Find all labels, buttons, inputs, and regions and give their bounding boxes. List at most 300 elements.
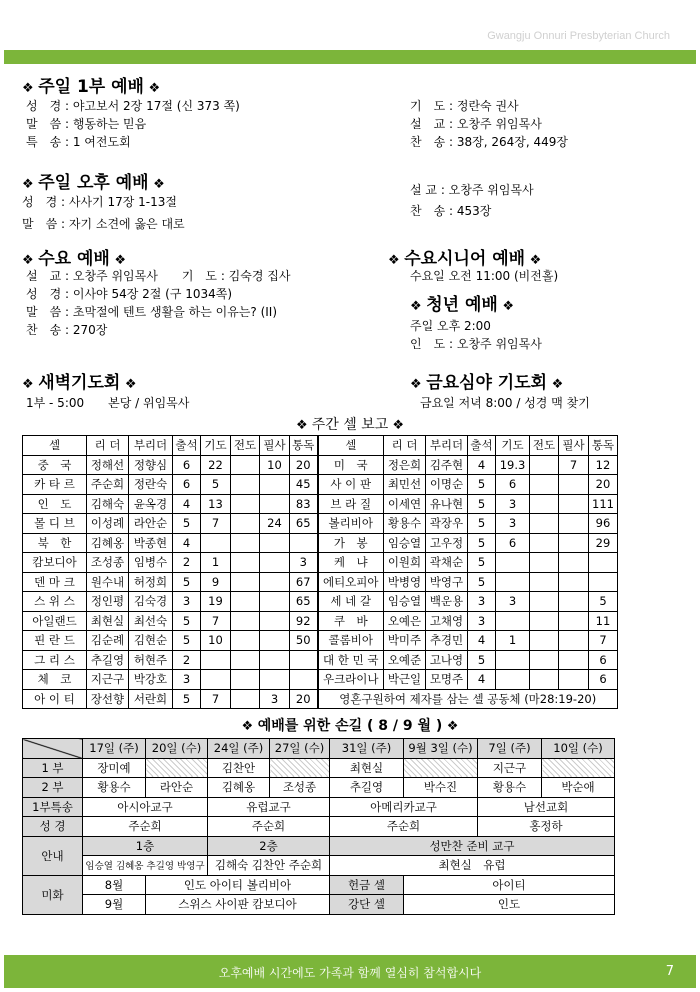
service-cell: 주순희 <box>330 817 478 837</box>
cell-report-cell <box>530 611 559 631</box>
cell-report-cell: 2 <box>173 553 201 573</box>
service-cell: 남선교회 <box>478 797 615 817</box>
section-sunday-afternoon-left: 성 경 : 사사기 17장 1-13절 말 씀 : 자기 소견에 옳은 대로 <box>22 195 185 231</box>
section-friday-body: 금요일 저녁 8:00 / 성경 맥 찾기 <box>420 396 590 410</box>
diamond-icon: ❖ <box>241 719 258 734</box>
cell-report-cell <box>496 650 530 670</box>
cell-report-cell <box>496 553 530 573</box>
cell-report-cell <box>559 494 589 514</box>
cell-report-cell <box>260 592 290 612</box>
cell-report-cell: 우크라이나 <box>318 670 384 690</box>
empty-cell <box>542 758 615 778</box>
cell-report-cell: 정은희 <box>384 455 426 475</box>
cell-report-cell <box>231 553 260 573</box>
service-cell: 조성종 <box>270 778 330 798</box>
cell-report-cell: 29 <box>589 533 618 553</box>
row-label: 성 경 <box>23 817 83 837</box>
diamond-icon: ❖ <box>388 418 405 433</box>
row-label: 미화 <box>23 875 83 914</box>
page-number: 7 <box>665 964 674 979</box>
cell-report-cell <box>496 670 530 690</box>
cell-report-cell: 이원희 <box>384 553 426 573</box>
service-cell: 인도 <box>404 895 615 915</box>
cell-report-cell <box>260 533 290 553</box>
cell-report-cell <box>559 514 589 534</box>
cell-report-cell: 4 <box>468 670 496 690</box>
cell-report-cell <box>231 475 260 495</box>
section-sunday-first-title: ❖ 주일 1부 예배 ❖ <box>22 77 161 97</box>
cell-report-cell: 67 <box>290 572 318 592</box>
cell-report-cell: 정란숙 <box>129 475 173 495</box>
cell-report-cell <box>530 650 559 670</box>
cell-report-cell: 7 <box>201 689 231 709</box>
cell-report-cell: 임승열 <box>384 592 426 612</box>
service-cell: 아시아교구 <box>83 797 208 817</box>
cell-report-cell: 기도 <box>496 436 530 456</box>
service-cell: 황용수 <box>478 778 542 798</box>
cell-report-cell: 최민선 <box>384 475 426 495</box>
cell-motto: 영혼구원하여 제자를 삼는 셀 공동체 (마28:19-20) <box>318 689 618 709</box>
cell-report-cell <box>559 670 589 690</box>
cell-report-cell: 5 <box>468 475 496 495</box>
cell-report-cell: 96 <box>589 514 618 534</box>
cell-report-cell: 111 <box>589 494 618 514</box>
service-cell: 주순희 <box>83 817 208 837</box>
cell-report-cell: 추길영 <box>87 650 129 670</box>
cell-report-cell: 체 코 <box>23 670 87 690</box>
cell-report-cell: 셀 <box>318 436 384 456</box>
cell-report-cell <box>260 494 290 514</box>
section-senior-title: ❖ 수요시니어 예배 ❖ <box>388 249 542 269</box>
cell-report-cell: 출석 <box>173 436 201 456</box>
diamond-icon: ❖ <box>22 377 39 392</box>
cell-report-cell: 3 <box>260 689 290 709</box>
cell-report-cell: 허정희 <box>129 572 173 592</box>
date-cell: 27일 (수) <box>270 739 330 759</box>
cell-report-cell: 백운용 <box>426 592 468 612</box>
cell-report-cell <box>559 475 589 495</box>
cell-report-cell <box>530 572 559 592</box>
row-label: 1 부 <box>23 758 83 778</box>
cell-report-cell: 김숙경 <box>129 592 173 612</box>
diamond-icon: ❖ <box>547 377 564 392</box>
diamond-icon: ❖ <box>410 299 427 314</box>
cell-report-cell: 5 <box>468 572 496 592</box>
cell-report-cell <box>530 475 559 495</box>
cell-report-cell: 세 네 갈 <box>318 592 384 612</box>
cell-report-cell: 박종현 <box>129 533 173 553</box>
cell-report-cell <box>530 455 559 475</box>
cell-report-cell: 9 <box>201 572 231 592</box>
section-dawn-title: ❖ 새벽기도회 ❖ <box>22 373 137 393</box>
cell-report-cell <box>231 572 260 592</box>
service-cell: 아이티 <box>404 875 615 895</box>
cell-report-cell: 3 <box>496 494 530 514</box>
cell-report-cell: 10 <box>201 631 231 651</box>
cell-report-cell: 정향심 <box>129 455 173 475</box>
cell-report-cell: 5 <box>468 650 496 670</box>
cell-report-cell: 65 <box>290 514 318 534</box>
section-youth-title: ❖ 청년 예배 ❖ <box>410 295 514 315</box>
cell-report-cell: 통독 <box>290 436 318 456</box>
cell-report-cell <box>559 631 589 651</box>
cell-report-row <box>23 670 618 690</box>
cell-report-cell: 20 <box>290 689 318 709</box>
cell-report-cell: 3 <box>468 611 496 631</box>
empty-cell <box>270 758 330 778</box>
date-cell: 31일 (주) <box>330 739 404 759</box>
cell-report-cell: 박영구 <box>426 572 468 592</box>
service-cell: 최현실 <box>330 758 404 778</box>
service-cell: 9월 <box>83 895 146 915</box>
cell-report-cell: 5 <box>173 572 201 592</box>
cell-report-cell <box>559 592 589 612</box>
cell-report-cell: 19.3 <box>496 455 530 475</box>
cell-report-row <box>23 494 618 514</box>
date-cell: 10일 (수) <box>542 739 615 759</box>
cell-report-cell: 모명주 <box>426 670 468 690</box>
cell-report-cell: 김혜옹 <box>87 533 129 553</box>
cell-report-cell: 중 국 <box>23 455 87 475</box>
cell-report-cell: 볼리비아 <box>318 514 384 534</box>
cell-report-cell: 4 <box>468 631 496 651</box>
cell-report-table <box>22 435 618 709</box>
cell-report-cell: 라안순 <box>129 514 173 534</box>
date-cell: 7일 (주) <box>478 739 542 759</box>
service-cell: 유럽교구 <box>208 797 330 817</box>
cell-report-cell: 1 <box>496 631 530 651</box>
section-wednesday-title: ❖ 수요 예배 ❖ <box>22 249 126 269</box>
cell-report-cell: 박근일 <box>384 670 426 690</box>
cell-report-cell: 몰 디 브 <box>23 514 87 534</box>
section-senior-body: 수요일 오전 11:00 (비전홀) <box>410 269 559 283</box>
cell-report-cell: 부리더 <box>129 436 173 456</box>
cell-report-cell <box>530 553 559 573</box>
cell-report-row <box>23 650 618 670</box>
diamond-icon: ❖ <box>525 253 542 268</box>
service-row-second <box>23 778 615 798</box>
service-cell: 박순애 <box>542 778 615 798</box>
cell-report-cell <box>589 553 618 573</box>
cell-report-cell: 북 한 <box>23 533 87 553</box>
cell-report-cell: 6 <box>589 650 618 670</box>
cell-report-cell: 김주현 <box>426 455 468 475</box>
service-cell: 황용수 <box>83 778 146 798</box>
cell-report-cell <box>530 592 559 612</box>
cell-report-cell <box>260 553 290 573</box>
cell-report-cell <box>530 494 559 514</box>
cell-report-cell <box>201 650 231 670</box>
cell-report-cell: 윤옥경 <box>129 494 173 514</box>
cell-report-cell: 임병수 <box>129 553 173 573</box>
cell-report-cell: 3 <box>290 553 318 573</box>
service-cell: 2층 <box>208 836 330 856</box>
cell-report-cell: 3 <box>173 592 201 612</box>
cell-report-cell: 2 <box>173 650 201 670</box>
cell-report-row <box>23 611 618 631</box>
diamond-icon: ❖ <box>22 253 39 268</box>
diamond-icon: ❖ <box>410 377 427 392</box>
cell-report-row <box>23 533 618 553</box>
service-cell: 헌금 셀 <box>330 875 404 895</box>
cell-report-cell: 통독 <box>589 436 618 456</box>
cell-report-cell <box>231 689 260 709</box>
cell-report-cell <box>231 514 260 534</box>
cell-report-cell: 92 <box>290 611 318 631</box>
service-cell: 김혜옹 <box>208 778 270 798</box>
diamond-icon: ❖ <box>148 177 165 192</box>
cell-report-row <box>23 572 618 592</box>
cell-report-cell: 5 <box>201 475 231 495</box>
cell-report-cell: 곽채순 <box>426 553 468 573</box>
cell-report-cell: 콜롬비아 <box>318 631 384 651</box>
cell-report-row <box>23 689 618 709</box>
service-cell: 스위스 사이판 캄보디아 <box>146 895 330 915</box>
cell-report-cell: 셀 <box>23 436 87 456</box>
cell-report-cell <box>559 533 589 553</box>
cell-report-cell <box>231 631 260 651</box>
cell-report-cell: 19 <box>201 592 231 612</box>
empty-cell <box>404 758 478 778</box>
cell-report-cell: 박병영 <box>384 572 426 592</box>
cell-report-cell: 대 한 민 국 <box>318 650 384 670</box>
cell-report-cell: 최현실 <box>87 611 129 631</box>
empty-cell <box>146 758 208 778</box>
cell-report-cell: 인 도 <box>23 494 87 514</box>
cell-report-row <box>23 475 618 495</box>
cell-report-cell: 오예은 <box>384 611 426 631</box>
cell-report-cell <box>260 631 290 651</box>
cell-report-cell <box>231 455 260 475</box>
date-cell: 9월 3일 (수) <box>404 739 478 759</box>
cell-report-cell: 지근구 <box>87 670 129 690</box>
service-cell: 강단 셀 <box>330 895 404 915</box>
cell-report-cell: 고채영 <box>426 611 468 631</box>
cell-report-cell: 조성종 <box>87 553 129 573</box>
section-friday-title: ❖ 금요심야 기도회 ❖ <box>410 373 564 393</box>
church-name: Gwangju Onnuri Presbyterian Church <box>487 30 670 42</box>
cell-report-cell: 브 라 질 <box>318 494 384 514</box>
cell-report-cell: 미 국 <box>318 455 384 475</box>
cell-report-cell: 4 <box>173 533 201 553</box>
cell-report-cell <box>231 494 260 514</box>
cell-report-cell: 주순희 <box>87 475 129 495</box>
cell-report-cell: 케 냐 <box>318 553 384 573</box>
cell-report-cell: 3 <box>496 514 530 534</box>
cell-report-cell: 이성례 <box>87 514 129 534</box>
cell-report-cell <box>530 514 559 534</box>
cell-report-cell: 정인평 <box>87 592 129 612</box>
cell-report-cell: 허현주 <box>129 650 173 670</box>
cell-report-cell: 곽장우 <box>426 514 468 534</box>
cell-report-cell <box>231 533 260 553</box>
service-row-clean-2 <box>23 895 615 915</box>
cell-report-cell: 캄보디아 <box>23 553 87 573</box>
cell-report-cell: 10 <box>260 455 290 475</box>
cell-report-cell: 스 위 스 <box>23 592 87 612</box>
service-cell: 최현실 유럽 <box>330 856 615 876</box>
cell-report-cell: 임승열 <box>384 533 426 553</box>
cell-report-cell: 고나영 <box>426 650 468 670</box>
cell-report-cell <box>231 670 260 690</box>
date-cell: 24일 (주) <box>208 739 270 759</box>
cell-report-cell <box>559 572 589 592</box>
cell-report-cell <box>231 592 260 612</box>
cell-report-cell: 박미주 <box>384 631 426 651</box>
cell-report-cell: 5 <box>468 553 496 573</box>
cell-report-cell <box>231 650 260 670</box>
service-cell: 인도 아이티 볼리비아 <box>146 875 330 895</box>
cell-report-cell <box>260 650 290 670</box>
cell-report-cell: 1 <box>201 553 231 573</box>
service-cell: 장미예 <box>83 758 146 778</box>
cell-report-cell: 전도 <box>231 436 260 456</box>
cell-report-cell: 리 더 <box>384 436 426 456</box>
cell-report-cell <box>559 553 589 573</box>
row-label: 2 부 <box>23 778 83 798</box>
cell-report-cell <box>201 533 231 553</box>
cell-report-row <box>23 592 618 612</box>
cell-report-cell: 장선향 <box>87 689 129 709</box>
cell-report-cell: 이세연 <box>384 494 426 514</box>
cell-report-cell: 그 리 스 <box>23 650 87 670</box>
cell-report-cell: 5 <box>468 533 496 553</box>
service-cell: 주순희 <box>208 817 330 837</box>
service-cell: 지근구 <box>478 758 542 778</box>
cell-report-cell: 부리더 <box>426 436 468 456</box>
header-corner <box>23 739 83 759</box>
cell-report-cell <box>530 533 559 553</box>
cell-report-cell: 13 <box>201 494 231 514</box>
section-sunday-first-right: 기 도 : 정란숙 권사 설 교 : 오창주 위임목사 찬 송 : 38장, 264장, 449장 <box>410 99 568 149</box>
cell-report-title: ❖ 주간 셀 보고 ❖ <box>295 417 405 433</box>
cell-report-cell: 이명순 <box>426 475 468 495</box>
service-row-usher-1 <box>23 836 615 856</box>
cell-report-cell: 덴 마 크 <box>23 572 87 592</box>
cell-report-cell: 6 <box>496 533 530 553</box>
cell-report-cell <box>290 650 318 670</box>
service-cell: 추길영 <box>330 778 404 798</box>
cell-report-cell: 출석 <box>468 436 496 456</box>
cell-report-cell <box>530 670 559 690</box>
service-cell: 1층 <box>83 836 208 856</box>
cell-report-cell <box>201 670 231 690</box>
date-cell: 20일 (수) <box>146 739 208 759</box>
cell-report-cell: 3 <box>468 592 496 612</box>
cell-report-cell <box>260 475 290 495</box>
cell-report-cell <box>530 631 559 651</box>
diamond-icon: ❖ <box>442 719 459 734</box>
service-cell: 성만찬 준비 교구 <box>330 836 615 856</box>
cell-report-cell: 황용수 <box>384 514 426 534</box>
footer-bar <box>4 955 696 988</box>
cell-report-cell: 최선숙 <box>129 611 173 631</box>
cell-report-cell: 83 <box>290 494 318 514</box>
top-accent-bar <box>4 50 696 64</box>
date-cell: 17일 (주) <box>83 739 146 759</box>
cell-report-cell: 3 <box>496 592 530 612</box>
cell-report-cell: 카 타 르 <box>23 475 87 495</box>
cell-report-row <box>23 553 618 573</box>
cell-report-cell <box>260 611 290 631</box>
cell-report-cell: 7 <box>201 611 231 631</box>
footer-text: 오후예배 시간에도 가족과 함께 열심히 참석합시다 <box>218 966 482 980</box>
cell-report-row <box>23 514 618 534</box>
service-row-clean-1 <box>23 875 615 895</box>
cell-report-cell: 5 <box>173 689 201 709</box>
service-cell: 8월 <box>83 875 146 895</box>
cell-report-cell: 리 더 <box>87 436 129 456</box>
service-row-usher-2 <box>23 856 615 876</box>
cell-report-cell: 7 <box>201 514 231 534</box>
cell-report-cell: 6 <box>173 455 201 475</box>
cell-report-cell: 기도 <box>201 436 231 456</box>
diamond-icon: ❖ <box>143 81 161 96</box>
cell-report-cell: 20 <box>589 475 618 495</box>
cell-report-cell <box>496 572 530 592</box>
cell-report-cell: 5 <box>589 592 618 612</box>
cell-report-cell <box>260 670 290 690</box>
cell-report-cell: 가 봉 <box>318 533 384 553</box>
service-cell: 김찬안 <box>208 758 270 778</box>
cell-report-cell <box>290 670 318 690</box>
cell-report-cell: 22 <box>201 455 231 475</box>
service-cell: 김해숙 김찬안 주순희 <box>208 856 330 876</box>
cell-report-cell <box>589 572 618 592</box>
service-cell: 라안순 <box>146 778 208 798</box>
diamond-icon: ❖ <box>497 299 514 314</box>
diamond-icon: ❖ <box>22 81 39 96</box>
cell-report-cell: 아일랜드 <box>23 611 87 631</box>
cell-report-row <box>23 631 618 651</box>
cell-report-cell: 필사 <box>260 436 290 456</box>
cell-report-cell: 12 <box>589 455 618 475</box>
cell-report-cell: 추경민 <box>426 631 468 651</box>
cell-report-cell: 5 <box>173 611 201 631</box>
cell-report-cell: 20 <box>290 455 318 475</box>
diamond-icon: ❖ <box>388 253 405 268</box>
cell-report-cell: 정해선 <box>87 455 129 475</box>
service-cell: 임승열 김혜옹 추길영 박영구 <box>83 856 208 876</box>
service-table <box>22 738 615 915</box>
diamond-icon: ❖ <box>120 377 137 392</box>
cell-report-cell: 유나현 <box>426 494 468 514</box>
cell-report-cell: 5 <box>173 631 201 651</box>
service-cell: 홍정하 <box>478 817 615 837</box>
cell-report-cell <box>290 533 318 553</box>
diamond-icon: ❖ <box>22 177 39 192</box>
cell-report-row <box>23 455 618 475</box>
service-cell: 아메리카교구 <box>330 797 478 817</box>
row-label: 1부특송 <box>23 797 83 817</box>
cell-report-cell: 박강호 <box>129 670 173 690</box>
cell-report-cell: 김현순 <box>129 631 173 651</box>
cell-report-cell <box>231 611 260 631</box>
diamond-icon: ❖ <box>109 253 126 268</box>
section-wednesday-body: 설 교 : 오창주 위임목사 기 도 : 김숙경 집사 성 경 : 이사야 54장 2절 (구 1034쪽) 말 씀 : 초막절에 텐트 생활을 하는 이유는? (II) 찬 송 : 270장 <box>26 269 291 337</box>
cell-report-cell: 핀 란 드 <box>23 631 87 651</box>
cell-report-cell <box>496 611 530 631</box>
cell-report-cell: 에티오피아 <box>318 572 384 592</box>
service-row-first <box>23 758 615 778</box>
cell-report-cell: 고우정 <box>426 533 468 553</box>
cell-report-cell <box>559 650 589 670</box>
cell-report-cell: 5 <box>468 514 496 534</box>
diamond-icon: ❖ <box>295 418 312 433</box>
cell-report-cell: 65 <box>290 592 318 612</box>
service-header-row <box>23 739 615 759</box>
service-title: ❖ 예배를 위한 손길 ( 8 / 9 월 ) ❖ <box>241 718 459 734</box>
